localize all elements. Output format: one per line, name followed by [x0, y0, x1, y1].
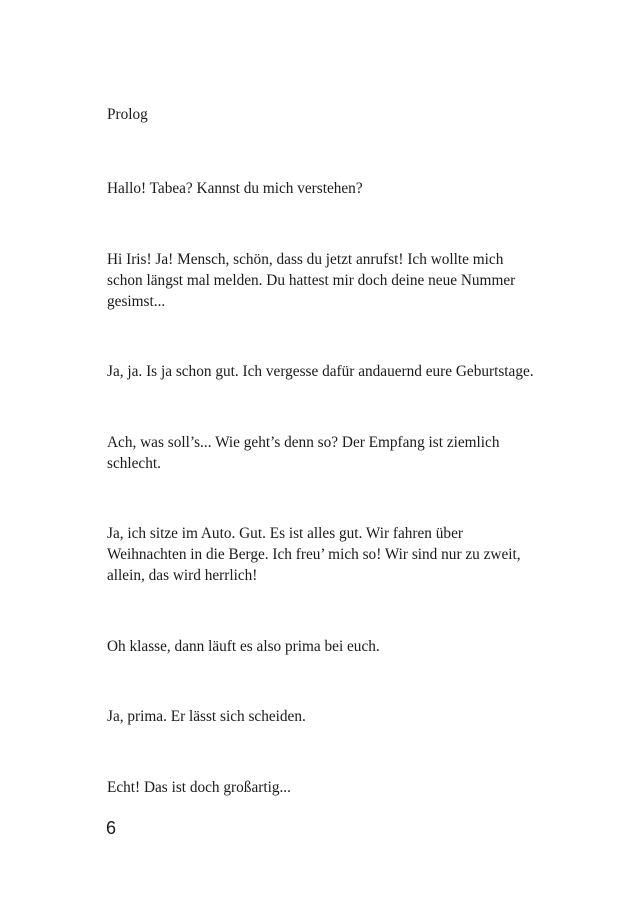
text-line: schon längst mal melden. Du hattest mir doch deine neue Nummer — [107, 271, 516, 289]
text-line: Ja, ja. Is ja schon gut. Ich vergesse dafür andauernd eure Geburtstage. — [107, 363, 534, 380]
text-line: Ach, was soll’s... Wie geht’s denn so? Der Empfang ist ziemlich — [107, 433, 500, 451]
dialogue-paragraph — [107, 636, 547, 657]
dialogue-paragraph — [107, 706, 547, 727]
text-line: Ja, prima. Er lässt sich scheiden. — [107, 708, 306, 725]
dialogue-paragraph — [107, 361, 547, 382]
dialogue-paragraph — [107, 249, 547, 312]
text-line: allein, das wird herrlich! — [107, 567, 258, 584]
text-line: Hallo! Tabea? Kannst du mich verstehen? — [107, 180, 363, 197]
dialogue-paragraph — [107, 777, 547, 798]
dialogue-paragraph — [107, 523, 547, 586]
page-content — [107, 104, 547, 847]
chapter-title: Prolog — [107, 106, 148, 123]
text-line: schlecht. — [107, 454, 161, 472]
text-line: Weihnachten in die Berge. Ich freu’ mich so! Wir sind nur zu zweit, — [107, 546, 521, 563]
text-line: Hi Iris! Ja! Mensch, schön, dass du jetzt anrufst! Ich wollte mich — [107, 250, 504, 268]
page-number: 6 — [106, 818, 117, 838]
text-line: Echt! Das ist doch großartig... — [107, 778, 291, 796]
dialogue-paragraph — [107, 432, 547, 474]
dialogue-paragraph — [107, 178, 547, 199]
text-line: Ja, ich sitze im Auto. Gut. Es ist alles gut. Wir fahren über — [107, 525, 463, 542]
text-line: Oh klasse, dann läuft es also prima bei euch. — [107, 637, 380, 655]
text-line: gesimst... — [107, 292, 166, 310]
